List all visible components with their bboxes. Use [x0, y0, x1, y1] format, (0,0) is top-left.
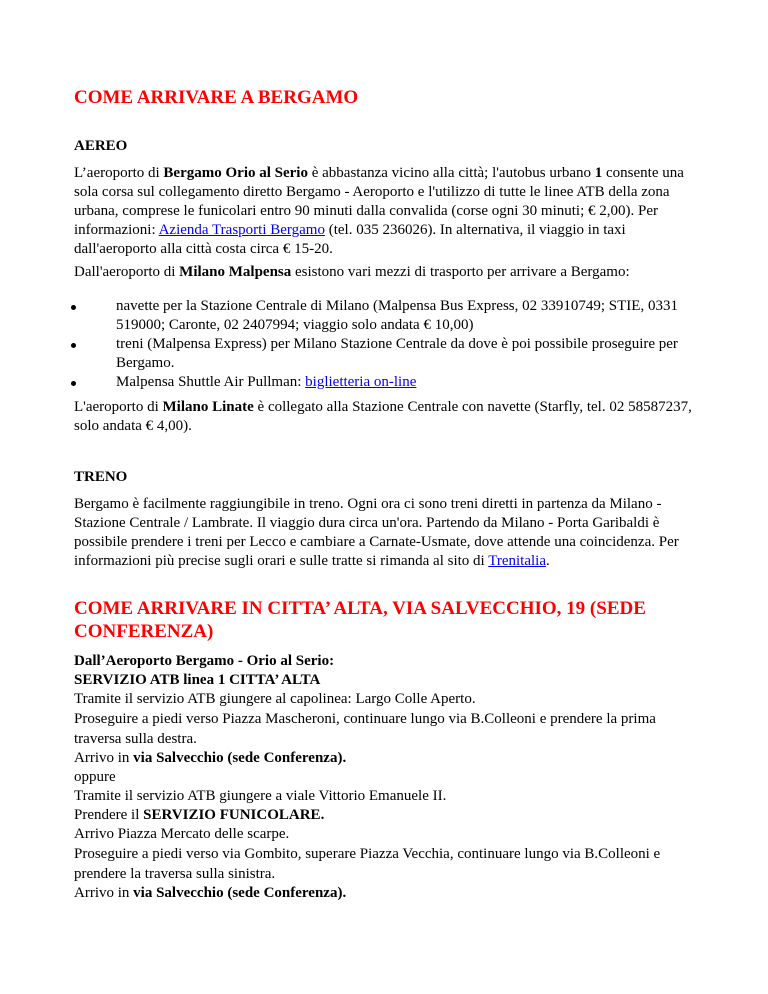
- text: (tel. 035 236026). In alternativa, il viaggio in taxi dall'aeroporto alla città costa circa € 15-20.: [74, 222, 626, 257]
- text: esistono vari mezzi di trasporto per arrivare a Bergamo:: [291, 264, 630, 280]
- route-block: [74, 652, 702, 903]
- text: L’aeroporto di: [74, 165, 164, 181]
- text: Arrivo in: [74, 885, 134, 901]
- route-service-atb: [74, 671, 702, 690]
- route-line: Proseguire a piedi verso Piazza Mascheroni, continuare lungo via B.Colleoni e prendere la prima traversa sulla destra.: [74, 711, 656, 747]
- text: è collegato alla Stazione Centrale con navette (Starfly, tel. 02 58587237, solo andata € 4,00).: [74, 399, 692, 434]
- paragraph-orio: [74, 164, 702, 259]
- route-line: [74, 884, 702, 903]
- bold-text: Dall’Aeroporto Bergamo - Orio al Serio:: [74, 653, 335, 669]
- text: Bergamo è facilmente raggiungibile in treno. Ogni ora ci sono treni diretti in partenza da Milano - Stazione Centrale / Lambrate. Il viaggio dura circa un'ora. Partendo da Milano - Porta Garibaldi è possibile prendere i treni per Lecco e cambiare a Carnate-Usmate, dove attende una coincidenza. Per informazioni più precise sugli orari e sulle tratte si rimanda al sito di: [74, 496, 679, 569]
- text: L'aeroporto di: [74, 399, 163, 415]
- bold-text: Bergamo Orio al Serio: [163, 165, 308, 181]
- paragraph-malpensa: [74, 263, 702, 282]
- paragraph-treno: [74, 495, 702, 571]
- bold-text: SERVIZIO FUNICOLARE.: [143, 807, 325, 823]
- bold-text: Milano Malpensa: [179, 264, 292, 280]
- text: è abbastanza vicino alla città; l'autobus urbano: [307, 165, 595, 181]
- text: Malpensa Shuttle Air Pullman:: [116, 374, 306, 390]
- page-title: COME ARRIVARE A BERGAMO: [74, 87, 359, 108]
- route-line: [74, 749, 702, 768]
- paragraph-linate: [74, 398, 702, 436]
- link-trenitalia[interactable]: Trenitalia: [488, 553, 546, 569]
- list-item: [74, 373, 702, 392]
- list-item: treni (Malpensa Express) per Milano Stazione Centrale da dove è poi possibile proseguire per Bergamo.: [74, 335, 702, 373]
- route-line: Arrivo Piazza Mercato delle scarpe.: [74, 826, 290, 842]
- section-heading-treno: TRENO: [74, 469, 128, 485]
- text: Arrivo in: [74, 750, 134, 766]
- link-atb[interactable]: Azienda Trasporti Bergamo: [158, 222, 325, 238]
- text: Prendere il: [74, 807, 144, 823]
- route-oppure: oppure: [74, 769, 116, 785]
- text: consente una sola corsa sul collegamento diretto Bergamo - Aeroporto e l'utilizzo di tutte le linee ATB della zona urbana, comprese le funicolari entro 90 minuti dalla convalida (corse ogni 30 minuti; € 2,00). Per informazioni:: [74, 165, 684, 238]
- link-biglietteria[interactable]: biglietteria on-line: [305, 374, 417, 390]
- bold-text: SERVIZIO ATB linea 1 CITTA’ ALTA: [74, 672, 321, 688]
- section-title-citta-alta: COME ARRIVARE IN CITTA’ ALTA, VIA SALVECCHIO, 19 (SEDE CONFERENZA): [74, 598, 646, 642]
- bold-text: Milano Linate: [162, 399, 254, 415]
- text: Dall'aeroporto di: [74, 264, 180, 280]
- list-item: navette per la Stazione Centrale di Milano (Malpensa Bus Express, 02 33910749; STIE, 0331 519000; Caronte, 02 2407994; viaggio solo andata € 10,00): [74, 297, 702, 335]
- text: .: [545, 553, 550, 569]
- bold-text: via Salvecchio (sede Conferenza).: [133, 750, 347, 766]
- bold-text: via Salvecchio (sede Conferenza).: [133, 885, 347, 901]
- route-line: [74, 806, 702, 825]
- route-line: Tramite il servizio ATB giungere a viale Vittorio Emanuele II.: [74, 788, 447, 804]
- route-line: Tramite il servizio ATB giungere al capolinea: Largo Colle Aperto.: [74, 691, 476, 707]
- bold-text: 1: [594, 165, 603, 181]
- route-from: [74, 652, 702, 671]
- section-heading-aereo: AEREO: [74, 138, 128, 154]
- route-line: Proseguire a piedi verso via Gombito, superare Piazza Vecchia, continuare lungo via B.Colleoni e prendere la traversa sulla sinistra.: [74, 846, 661, 882]
- malpensa-list: [74, 297, 702, 392]
